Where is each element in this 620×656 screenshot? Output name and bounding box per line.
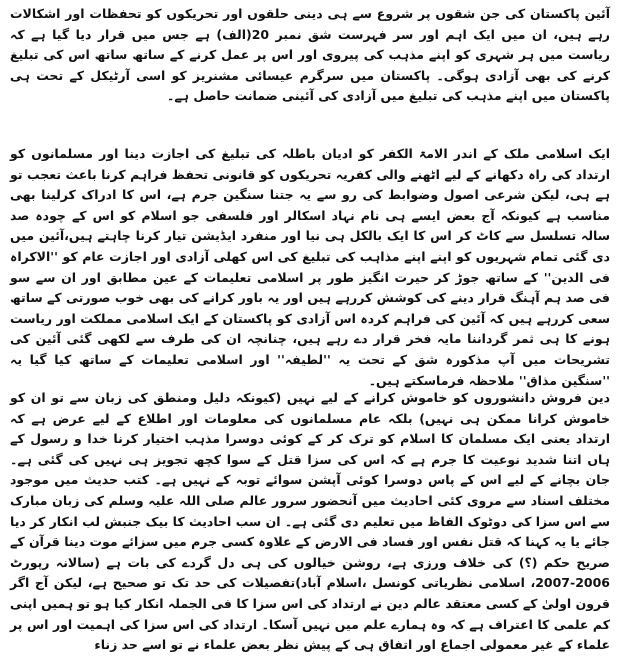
paragraph-2-text: ایک اسلامی ملک کے اندر الامۃ الکفر کو ادیان باطلہ کی تبلیغ کی اجازت دینا اور مسلمانوں کو ارتداد کی راہ دکھانے کے لیے اٹھنے والی کفریہ تحریکوں کو قانونی تحفظ فراہم کرنا باعث تعجب تو ہے ہی، لیکن شرعی اصول وضوابط کی رو سے یہ جتنا سنگین جرم ہے، اس کا ادراک کرلینا بھی مناسب ہے کیونکہ آج بعض ایسے ہی نام نہاد اسکالر اور فلسفی جو اسلام کو اس کے چودہ صد سالہ تسلسل سے کاٹ کر اس کا ایک بالکل ہی نیا اور منفرد ایڈیشن تیار کرنا چاہتے ہیں،آئین میں دی گئی تمام شہریوں کو اپنے اپنے مذاہب کی تبلیغ کی اس کھلی آزادی اور اجازت عام کو ''الاکراہ فی الدین'' کے ساتھ جوڑ کر حیرت انگیز طور پر اسلامی تعلیمات کے عین مطابق اور ان سے سو فی صد ہم آہنگ قرار دینے کی کوشش کررہے ہیں اور یہ باور کرانے کی بھی خوب صورتی کے ساتھ سعی کررہے ہیں کہ آئین کی فراہم کردہ اس آزادی کو پاکستان کے ایک اسلامی مملکت اور ریاست ہونے کا ہی ثمر گرداننا مایہ فخر قرار دے رہے ہیں، چنانچہ ان کی طرف سے لکھی گئی آئین کی تشریحات میں آپ مذکورہ شق کے تحت یہ ''لطیفہ'' اور اسلامی تعلیمات کے ساتھ کیا گیا یہ ''سنگین مذاق'' ملاحظہ فرماسکتے ہیں۔ xyxy=(10,146,610,388)
paragraph-3-text: دین فروش دانشوروں کو خاموش کرانے کے لیے نہیں (کیونکہ دلیل ومنطق کی زبان سے تو ان کو خاموش کرانا ممکن ہی نہیں) بلکہ عام مسلمانوں کی معلومات اور اطلاع کے لیے عرض ہے کہ ارتداد یعنی ایک مسلمان کا اسلام کو ترک کر کے کوئی دوسرا مذہب اختیار کرنا خدا و رسول کے ہاں اتنا شدید نوعیت کا جرم ہے کہ اس کی سزا قتل کے سوا کچھ تجویز ہی نہیں کی گئی ہے۔ جان بچانے کے لیے اس کے پاس دوسرا کوئی آپشن سوائے توبہ کے نہیں ہے۔ کتب حدیث میں موجود مختلف اسناد سے مروی کئی احادیث میں آنحضور سرور عالم صلی اللہ علیہ وسلم کی زبان مبارک سے اس سزا کی دوٹوک الفاظ میں تعلیم دی گئی ہے۔ ان سب احادیث کا بیک جنبش لب انکار کر دیا جائے یا یہ کہنا کہ قتل نفس اور فساد فی الارض کے علاوہ کسی جرم میں سزائے موت دینا قرآن کے صریح حکم (؟) کی خلاف ورزی ہے، روشن خیالوں کی ہی دل گردے کی بات ہے (سالانہ رپورٹ 2006-2007، اسلامی نظریاتی کونسل ،اسلام آباد)تفصیلات کی حد تک تو صحیح ہے، لیکن آج اگر قرون اولیٰ کے کسی معتقد عالم دین نے ارتداد کی اس سزا کا فی الجملہ انکار کیا ہو تو ہمیں اپنی کم علمی کا اعتراف ہے کہ وہ ہمارے علم میں نہیں آسکا۔ ارتداد کی اس سزا کی اہمیت اور اس پر علماء کے غیر معمولی اجماع اور اتفاق ہی کے پیش نظر بعض علماء نے تو اسے حد زناء xyxy=(10,390,610,653)
article-paragraph-3 xyxy=(10,388,610,656)
article-paragraph-1 xyxy=(10,4,610,124)
paragraph-1-text: آئین پاکستان کی جن شقوں پر شروع سے ہی دینی حلقوں اور تحریکوں کو تحفظات اور اشکالات رہے ہیں، ان میں ایک اہم اور سر فہرست شق نمبر 20(الف) ہے جس میں قرار دیا گیا ہے کہ ریاست میں ہر شہری کو اپنے مذہب کی پیروی اور اس پر عمل کرنے کے ساتھ ساتھ اس کی تبلیغ کرنے کی بھی آزادی ہوگی۔ پاکستان میں سرگرم عیسائی مشنریز کو اسی آرٹیکل کے تحت ہی پاکستان میں اپنے مذہب کی تبلیغ میں آزادی کی آئینی ضمانت حاصل ہے۔ xyxy=(10,6,611,104)
article-paragraph-2 xyxy=(10,144,610,388)
